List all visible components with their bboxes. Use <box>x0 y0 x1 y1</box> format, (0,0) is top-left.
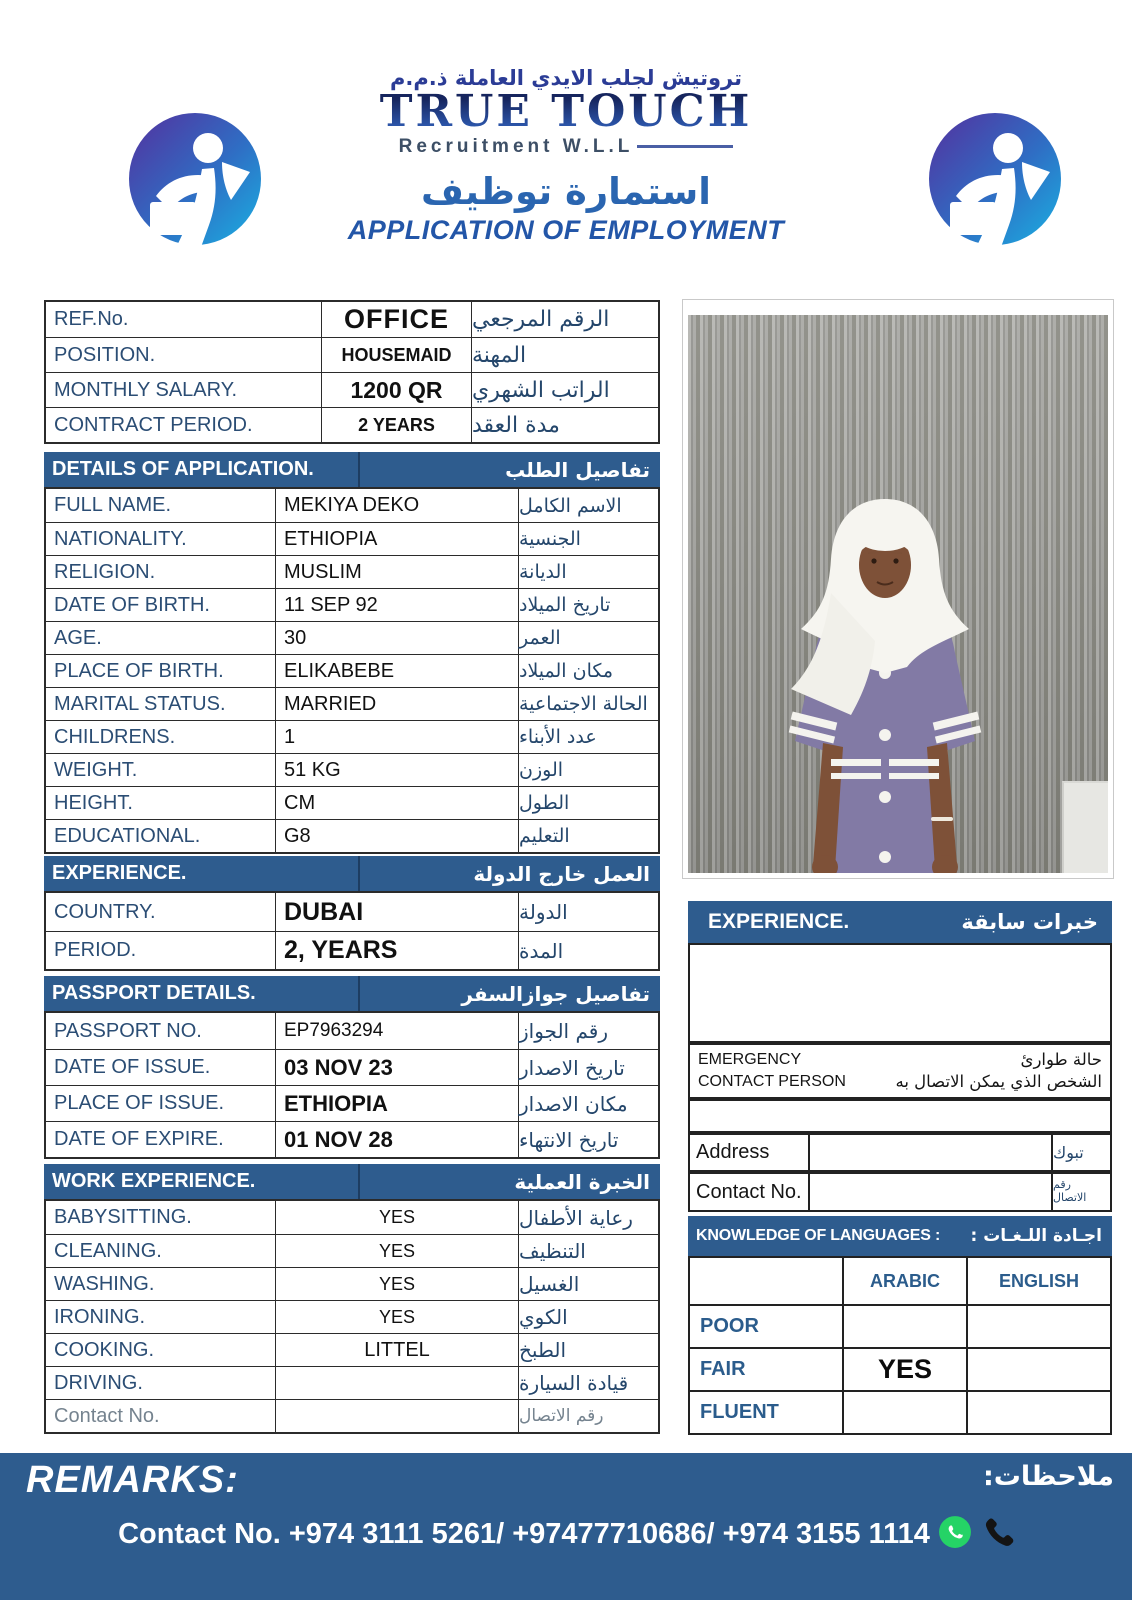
field-value <box>275 1367 518 1399</box>
field-label: CHILDRENS. <box>54 725 176 748</box>
field-value: YES <box>275 1301 518 1333</box>
field-label-arabic: مكان الاصدار <box>518 1086 658 1121</box>
field-label: DATE OF ISSUE. <box>54 1056 211 1078</box>
field-label-arabic: الراتب الشهري <box>471 373 658 407</box>
field-label-arabic: الطول <box>518 787 658 819</box>
footer-contact-line: Contact No. +974 3111 5261/ +97477710686/ +974 3155 1114 <box>0 1515 1132 1557</box>
field-label: CONTRACT PERIOD. <box>54 413 253 436</box>
field-label-arabic: مكان الميلاد <box>518 655 658 687</box>
field-value: MEKIYA DEKO <box>275 489 518 522</box>
table-row <box>46 1267 658 1300</box>
field-label: Address <box>696 1141 770 1163</box>
field-label-arabic: الجنسية <box>518 523 658 555</box>
field-value: 11 SEP 92 <box>275 589 518 621</box>
table-row <box>46 1333 658 1366</box>
table-row <box>46 1085 658 1121</box>
arabic-level-value: YES <box>842 1349 966 1390</box>
table-row <box>46 588 658 621</box>
section-title: KNOWLEDGE OF LANGUAGES : <box>696 1227 941 1244</box>
divider <box>358 976 360 1011</box>
reference-table <box>44 300 660 444</box>
divider <box>358 1164 360 1199</box>
field-label: MONTHLY SALARY. <box>54 378 238 401</box>
table-row <box>46 786 658 819</box>
field-label: REF.No. <box>54 308 129 330</box>
table-row <box>690 1304 1110 1347</box>
work-experience-table <box>44 1199 660 1434</box>
address-row <box>688 1133 1112 1172</box>
field-label: HEIGHT. <box>54 791 133 814</box>
field-label: FULL NAME. <box>54 494 172 516</box>
field-label-arabic: الحالة الاجتماعية <box>518 688 658 720</box>
table-row <box>46 819 658 852</box>
passport-table <box>44 1011 660 1159</box>
field-value <box>808 1135 1051 1170</box>
field-label-arabic: قيادة السيارة <box>518 1367 658 1399</box>
field-value: CM <box>275 787 518 819</box>
arabic-level-value <box>842 1306 966 1347</box>
table-row <box>46 522 658 555</box>
english-level-value <box>966 1306 1110 1347</box>
table-row <box>46 720 658 753</box>
field-value: ETHIOPIA <box>275 1086 518 1121</box>
field-label: CLEANING. <box>54 1239 162 1262</box>
section-title-arabic: تفاصيل جوازالسفر <box>461 981 650 1006</box>
table-row <box>46 555 658 588</box>
field-label-arabic: التعليم <box>518 820 658 852</box>
table-row <box>46 489 658 522</box>
emergency-contact-value <box>688 1099 1112 1133</box>
remarks-label: REMARKS: <box>26 1459 239 1501</box>
field-value: ELIKABEBE <box>275 655 518 687</box>
section-header-experience <box>44 856 660 891</box>
field-label-arabic: تاريخ الاصدار <box>518 1050 658 1085</box>
field-label-arabic: المدة <box>518 932 658 969</box>
form-title: APPLICATION OF EMPLOYMENT <box>347 215 785 245</box>
field-label-arabic: الدولة <box>518 893 658 931</box>
field-value: 03 NOV 23 <box>275 1050 518 1085</box>
table-row <box>46 621 658 654</box>
section-title: WORK EXPERIENCE. <box>52 1170 256 1192</box>
arabic-level-value <box>842 1392 966 1433</box>
table-row <box>46 1049 658 1085</box>
field-value: 2, YEARS <box>275 932 518 969</box>
table-row <box>46 893 658 931</box>
table-row <box>46 337 658 372</box>
details-table <box>44 487 660 854</box>
field-label-arabic: مدة العقد <box>471 408 658 442</box>
field-value: ETHIOPIA <box>275 523 518 555</box>
field-label-arabic: تاريخ الانتهاء <box>518 1122 658 1157</box>
section-title-arabic: اجـادة اللـغـات : <box>970 1226 1102 1246</box>
form-header <box>0 66 1132 246</box>
table-row <box>46 654 658 687</box>
field-label: Contact No. <box>54 1404 160 1427</box>
field-label: POSITION. <box>54 343 156 366</box>
field-label-arabic: رقم الاتصال <box>518 1400 658 1432</box>
divider <box>358 856 360 891</box>
level-label: FLUENT <box>700 1401 779 1423</box>
field-label: COOKING. <box>54 1338 155 1361</box>
company-subtitle: Recruitment W.L.L <box>0 136 1132 158</box>
field-label-arabic: الوزن <box>518 754 658 786</box>
table-row <box>46 1300 658 1333</box>
company-name: TRUE TOUCH <box>0 90 1132 134</box>
field-label: PERIOD. <box>54 939 137 961</box>
field-label: AGE. <box>54 626 102 649</box>
contact-number-row <box>688 1172 1112 1212</box>
field-label-arabic: الديانة <box>518 556 658 588</box>
field-value: 1200 QR <box>321 373 471 407</box>
field-value: MARRIED <box>275 688 518 720</box>
field-value: DUBAI <box>275 893 518 931</box>
field-label: MARITAL STATUS. <box>54 692 226 715</box>
table-row <box>46 1121 658 1157</box>
field-value: MUSLIM <box>275 556 518 588</box>
table-row <box>46 1399 658 1432</box>
table-row <box>46 302 658 337</box>
emergency-contact-label-arabic: حالة طوارئ الشخص الذي يمكن الاتصال به <box>895 1049 1102 1091</box>
field-label: WEIGHT. <box>54 758 138 781</box>
field-label: DRIVING. <box>54 1371 143 1394</box>
field-label: PASSPORT NO. <box>54 1019 202 1042</box>
field-label: WASHING. <box>54 1272 155 1295</box>
section-title-arabic: تفاصيل الطلب <box>505 457 650 482</box>
experience-table <box>44 891 660 971</box>
emergency-contact-box <box>688 1043 1112 1099</box>
field-label-arabic: العمر <box>518 622 658 654</box>
table-row <box>46 931 658 969</box>
section-title: EXPERIENCE. <box>708 910 850 933</box>
whatsapp-icon <box>938 1515 972 1557</box>
company-name-arabic: تروتيش لجلب الايدي العاملة ذ.م.م <box>390 66 742 90</box>
field-value <box>808 1174 1051 1210</box>
field-label: COUNTRY. <box>54 900 156 923</box>
table-row <box>46 687 658 720</box>
field-value: 30 <box>275 622 518 654</box>
table-row <box>46 753 658 786</box>
subtitle-rule <box>637 145 733 148</box>
field-label-arabic: الغسيل <box>518 1268 658 1300</box>
table-row <box>46 372 658 407</box>
english-level-value <box>966 1392 1110 1433</box>
section-title-arabic: خبرات سابقة <box>961 910 1098 934</box>
field-label-arabic: الرقم المرجعي <box>471 302 658 337</box>
table-row <box>46 1013 658 1049</box>
table-header-row <box>690 1258 1110 1304</box>
applicant-figure <box>765 473 1005 873</box>
section-header-previous-experience <box>688 901 1112 943</box>
field-label: IRONING. <box>54 1305 146 1328</box>
field-value: OFFICE <box>321 302 471 337</box>
remarks-footer <box>0 1453 1132 1600</box>
table-row <box>690 1390 1110 1433</box>
field-value <box>275 1400 518 1432</box>
field-label-arabic: عدد الأبناء <box>518 721 658 753</box>
field-label-arabic: رقم الجواز <box>518 1013 658 1049</box>
field-value: EP7963294 <box>275 1013 518 1049</box>
table-row <box>46 407 658 442</box>
field-label: Contact No. <box>696 1180 802 1203</box>
field-label: EDUCATIONAL. <box>54 824 201 847</box>
languages-table <box>688 1256 1112 1435</box>
field-label-arabic: رقم الاتصال <box>1051 1174 1110 1210</box>
table-row <box>46 1366 658 1399</box>
field-value: YES <box>275 1235 518 1267</box>
table-row <box>46 1201 658 1234</box>
section-title: EXPERIENCE. <box>52 862 187 884</box>
section-header-details <box>44 452 660 487</box>
phone-icon <box>980 1515 1014 1557</box>
section-title-arabic: الخبرة العملية <box>514 1169 650 1194</box>
level-label: POOR <box>700 1315 759 1337</box>
field-value: 2 YEARS <box>321 408 471 442</box>
field-value: LITTEL <box>275 1334 518 1366</box>
field-label: NATIONALITY. <box>54 527 187 550</box>
section-title-arabic: العمل خارج الدولة <box>473 861 650 886</box>
field-label-arabic: الاسم الكامل <box>518 489 658 522</box>
divider <box>358 452 360 487</box>
section-header-languages <box>688 1216 1112 1256</box>
field-label: BABYSITTING. <box>54 1206 192 1228</box>
photo-desk <box>1062 781 1108 873</box>
field-label-arabic: الكوي <box>518 1301 658 1333</box>
field-value: G8 <box>275 820 518 852</box>
previous-experience-box <box>688 943 1112 1043</box>
field-label: RELIGION. <box>54 560 156 583</box>
column-header: ARABIC <box>842 1258 966 1304</box>
field-label-arabic: التنظيف <box>518 1235 658 1267</box>
field-label-arabic: المهنة <box>471 338 658 372</box>
level-label: FAIR <box>700 1358 746 1380</box>
field-value: HOUSEMAID <box>321 338 471 372</box>
field-value: 51 KG <box>275 754 518 786</box>
field-label-arabic: تبوك <box>1051 1135 1110 1170</box>
english-level-value <box>966 1349 1110 1390</box>
field-label: PLACE OF ISSUE. <box>54 1092 225 1114</box>
field-value: YES <box>275 1201 518 1234</box>
emergency-contact-label: EMERGENCY CONTACT PERSON <box>698 1051 846 1090</box>
field-value: 1 <box>275 721 518 753</box>
section-header-work-experience <box>44 1164 660 1199</box>
form-title-arabic: استمارة توظيف <box>420 170 711 213</box>
table-row <box>690 1347 1110 1390</box>
column-header: ENGLISH <box>966 1258 1110 1304</box>
section-title: PASSPORT DETAILS. <box>52 982 256 1004</box>
remarks-label-arabic: ملاحظات: <box>982 1461 1114 1492</box>
field-label-arabic: تاريخ الميلاد <box>518 589 658 621</box>
field-label-arabic: رعاية الأطفال <box>518 1201 658 1234</box>
field-label-arabic: الطبخ <box>518 1334 658 1366</box>
field-label: DATE OF EXPIRE. <box>54 1128 224 1150</box>
table-row <box>46 1234 658 1267</box>
field-label: DATE OF BIRTH. <box>54 593 210 616</box>
applicant-photo <box>683 300 1113 878</box>
field-label: PLACE OF BIRTH. <box>54 659 224 682</box>
field-value: YES <box>275 1268 518 1300</box>
field-value: 01 NOV 28 <box>275 1122 518 1157</box>
section-header-passport <box>44 976 660 1011</box>
empty-cell <box>690 1258 842 1304</box>
section-title: DETAILS OF APPLICATION. <box>52 458 314 480</box>
